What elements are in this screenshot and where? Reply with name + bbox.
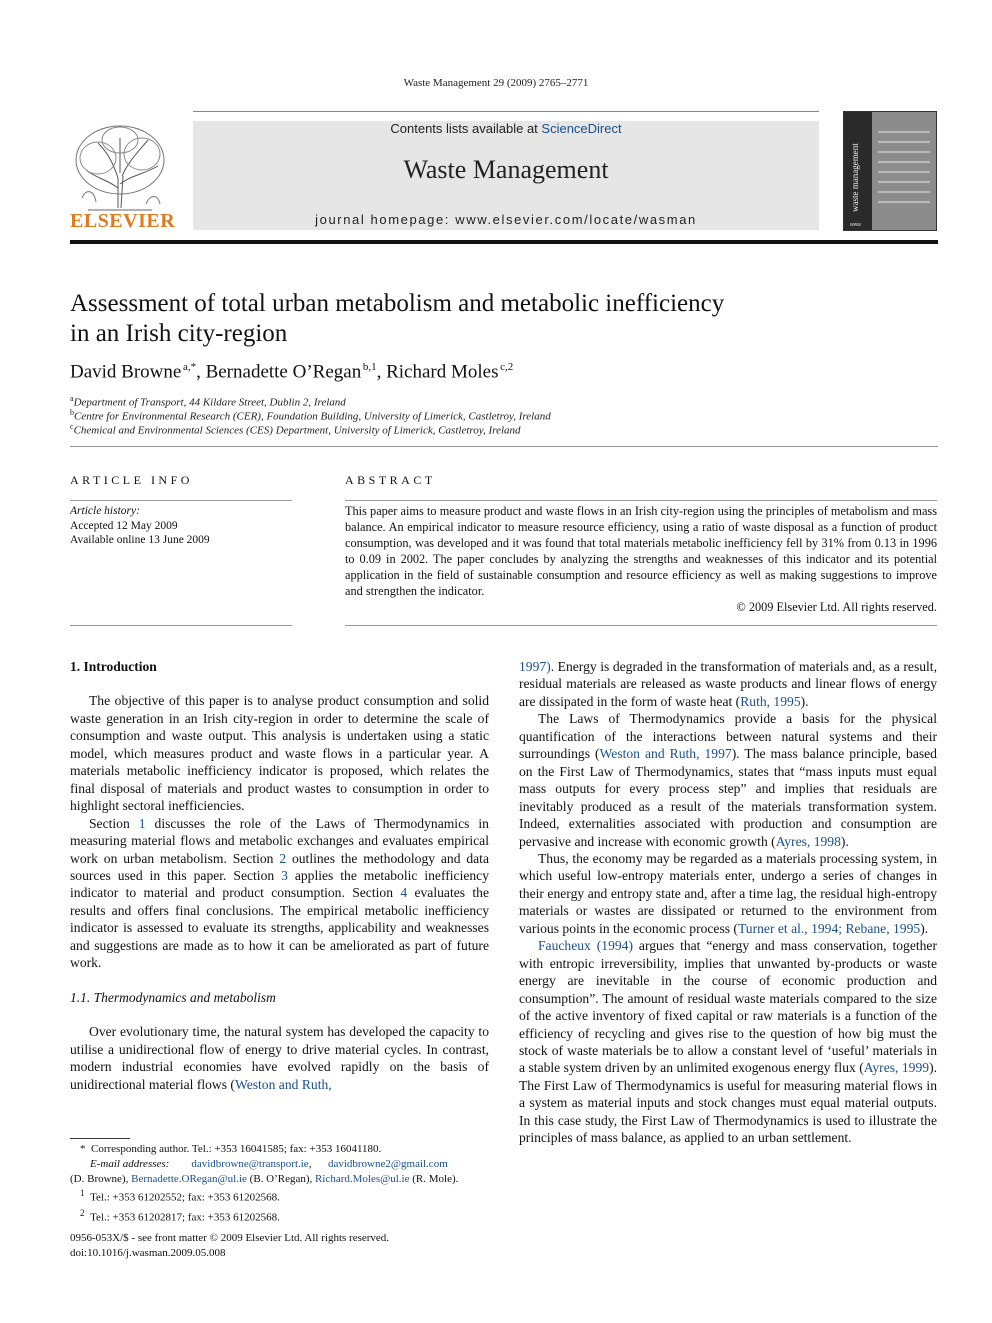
- affiliation: [70, 422, 521, 437]
- sciencedirect-link[interactable]: ScienceDirect: [541, 121, 622, 136]
- doi-line[interactable]: doi:10.1016/j.wasman.2009.05.008: [70, 1246, 226, 1259]
- divider: [70, 625, 292, 626]
- email-link[interactable]: Richard.Moles@ul.ie: [315, 1172, 410, 1185]
- journal-citation: Waste Management 29 (2009) 2765–2771: [403, 77, 589, 89]
- paragraph: [519, 710, 937, 850]
- paragraph: [519, 658, 937, 710]
- author-list: David Browne $^{a,*}$, Bernadette O’Regan $^{b,1}$, Richard Moles $^{c,2}$: [70, 361, 514, 383]
- paragraph: [519, 850, 937, 937]
- abstract-text: This paper aims to measure product and waste flows in an Irish city-region using the principles of metabolism and mass balance. An empirical indicator to measure resource efficiency, using a ratio of waste disposal as a function of product consumption, was developed and it was found that total materials metabolic inefficiency fell by 31% from 0.13 in 1996 to 0.09 in 2002. The paper concludes by analyzing the strengths and weaknesses of this indicator and its potential application in the field of sustainable consumption and resource efficiency as well as making suggestions to improve and strengthen the indicator.: [345, 504, 937, 598]
- reference-link[interactable]: Ayres, 1999: [863, 1060, 930, 1076]
- author-sup[interactable]: c,2: [500, 361, 514, 373]
- contents-prefix: Contents lists available at: [390, 121, 542, 136]
- divider: [345, 500, 937, 501]
- paragraph: The objective of this paper is to analyse product consumption and solid waste generation in an Irish city-region in order to determine the scale of consumption and waste output. This analysis is undertaken using a static model, which measures product and waste flows in a particular year. A materials metabolic inefficiency indicator is proposed, which relates the final disposal of materials and product wastes to consumption in order to highlight sectoral inefficiencies.: [70, 693, 489, 814]
- text: outlines the methodology and data sources used in this paper. Section: [70, 850, 489, 883]
- author-sup[interactable]: a,*: [182, 361, 197, 373]
- affiliation: [70, 408, 551, 423]
- publisher-logo-text: ELSEVIER: [70, 210, 176, 232]
- paragraph: [70, 1023, 489, 1093]
- text: ). The mass balance principle, based on the First Law of Thermodynamics, states that “mass inputs must equal mass outputs for every process step” and implies that residuals are inevitably produced as a result of the materials transformation system. Indeed, externalities associated with production and consumption are pervasive and increase with economic growth (: [519, 746, 937, 849]
- reference-link[interactable]: Faucheux (1994): [538, 938, 634, 954]
- title-line-1: Assessment of total urban metabolism and metabolic inefficiency: [70, 290, 725, 317]
- text: ).: [920, 920, 929, 936]
- cover-art-icon: [844, 112, 936, 230]
- footnote-2: Tel.: +353 61202817; fax: +353 61202568.: [90, 1211, 280, 1224]
- paragraph: [519, 937, 937, 1146]
- author-name: Bernadette O’Regan: [205, 361, 362, 383]
- left-column: [70, 658, 489, 1093]
- text: Section: [89, 815, 139, 831]
- header-thick-rule: [70, 240, 938, 244]
- affiliation-text: Department of Transport, 44 Kildare Street, Dublin 2, Ireland: [73, 396, 346, 409]
- email-link[interactable]: davidbrowne2@gmail.com: [327, 1157, 448, 1170]
- abstract-copyright: © 2009 Elsevier Ltd. All rights reserved.: [736, 600, 937, 614]
- paragraph: [70, 815, 489, 972]
- text: ).: [800, 693, 809, 709]
- divider: [345, 625, 937, 626]
- email-owner: (R. Mole).: [412, 1172, 459, 1185]
- issn-block: [70, 1231, 489, 1261]
- text: applies the metabolic inefficiency indicator to material and product consumption. Section: [70, 867, 490, 901]
- journal-homepage[interactable]: journal homepage: www.elsevier.com/locate/wasman: [315, 212, 697, 227]
- header-divider: [193, 111, 819, 112]
- section-link[interactable]: 1: [138, 815, 146, 831]
- asterisk-mark: *: [80, 1143, 91, 1155]
- footnotes: * Corresponding author. Tel.: +353 16041585; fax: +353 16041180. E-mail addresses: davidbrowne@transport.ie, davidbrowne2@gmail.com (D. Browne), Bernadette.ORegan@ul.ie (B. O’Regan), Richard.Moles@ul.ie (R. Mole). $^1$ Tel.: +353 61202552; fax: +353 61202568. $^2$ Tel.: +353 61202817; fax: +353 61202568.: [70, 1143, 459, 1224]
- reference-link[interactable]: Ruth, 1995: [740, 693, 801, 709]
- email-link[interactable]: Bernadette.ORegan@ul.ie: [131, 1172, 247, 1185]
- online-date: Available online 13 June 2009: [70, 534, 210, 546]
- footnote-mark: 2: [80, 1207, 85, 1218]
- issn-line: 0956-053X/$ - see front matter © 2009 Elsevier Ltd. All rights reserved.: [70, 1232, 390, 1244]
- footnote-1: Tel.: +353 61202552; fax: +353 61202568.: [90, 1192, 280, 1205]
- author-sup[interactable]: b,1: [362, 361, 377, 373]
- affiliation: [70, 394, 346, 409]
- accepted-date: Accepted 12 May 2009: [70, 519, 178, 532]
- contents-line: [193, 121, 819, 136]
- text: The Laws of Thermodynamics provide a basis for the physical quantification of the interactions between natural systems and their surroundings (: [519, 711, 937, 762]
- history-label: Article history:: [70, 505, 140, 517]
- section-link[interactable]: 2: [279, 850, 287, 866]
- affiliation-text: Centre for Environmental Research (CER), Foundation Building, University of Limerick, Castletroy, Ireland: [74, 410, 551, 423]
- affiliation-sup: a: [70, 394, 74, 403]
- reference-link[interactable]: Turner et al., 1994; Rebane, 1995: [737, 920, 921, 936]
- subsection-heading: 1.1. Thermodynamics and metabolism: [70, 989, 276, 1005]
- cover-label: waste management: [850, 143, 860, 212]
- divider: [70, 446, 938, 447]
- title-line-2: in an Irish city-region: [70, 320, 288, 347]
- email-link[interactable]: davidbrowne@transport.ie: [191, 1157, 309, 1170]
- reference-link[interactable]: Weston and Ruth, 1997: [599, 746, 732, 762]
- journal-name: Waste Management: [403, 155, 609, 184]
- section-heading-introduction: 1. Introduction: [70, 659, 157, 674]
- author-name: Richard Moles: [386, 361, 499, 383]
- author-name: David Browne: [70, 361, 182, 383]
- corresponding-author: Corresponding author. Tel.: +353 16041585; fax: +353 16041180.: [91, 1143, 382, 1155]
- article-history: [70, 504, 292, 548]
- text: . Energy is degraded in the transformation of materials and, as a result, residual materials are released as waste products and linear flows of energy are dissipated in the form of waste heat (: [519, 659, 937, 709]
- reference-link[interactable]: Weston and Ruth,: [234, 1076, 332, 1092]
- article-title: [70, 289, 830, 349]
- text: Thus, the economy may be regarded as a materials processing system, in which useful low-entropy materials enter, undergo a series of changes in their energy and entropy state and, after a time lag, the residual high-entropy materials or wastes are dissipated or returned to the environment from various points in the economic process (: [519, 850, 937, 936]
- divider: [70, 500, 292, 501]
- text: discusses the role of the Laws of Thermodynamics in measuring material flows and metabolic exchanges and evaluates empirical work on urban metabolism. Section: [70, 815, 489, 866]
- text: ). The First Law of Thermodynamics is useful for measuring material flows in a system as material inputs and stock changes must equal material outputs. In this case study, the First Law of Thermodynamics is used to illustrate the principles of mass balance, as applied to an urban settlement.: [519, 1060, 938, 1146]
- footnote-rule: [70, 1138, 130, 1139]
- text: evaluates the results and offers final conclusions. The empirical metabolic inefficiency indicator is assessed to evaluate its strengths, applicability and weaknesses and suggestions are made as to how it can be ameliorated as part of future work.: [70, 885, 489, 971]
- right-column: [519, 658, 937, 1147]
- affiliation-sup: b: [70, 408, 74, 417]
- journal-cover-image: [843, 111, 937, 231]
- article-info-heading: ARTICLE INFO: [70, 473, 193, 487]
- abstract-heading: ABSTRACT: [345, 473, 436, 487]
- affiliation-sup: c: [70, 422, 74, 431]
- text: argues that “energy and mass conservation, together with entropic irreversibility, implies that unwanted by-products or waste energy are inevitable in the course of economic production and consumption”. The amount of residual waste materials compared to the size of the active inventory of fixed capital or raw materials is a function of the efficiency of recycling and gives rise to the question of how big must the stock of waste materials be to allow a constant level of ‘useful’ materials in a stable system driven by an unlimited exogenous energy flux (: [519, 938, 937, 1076]
- email-label: E-mail addresses:: [90, 1157, 170, 1170]
- reference-link[interactable]: Ayres, 1998: [775, 833, 841, 849]
- section-link[interactable]: 3: [281, 867, 288, 883]
- footnote-mark: 1: [80, 1188, 85, 1199]
- section-link[interactable]: 4: [400, 885, 408, 901]
- email-owner: (D. Browne),: [70, 1172, 129, 1185]
- reference-link[interactable]: 1997): [519, 659, 551, 674]
- email-owner: (B. O’Regan),: [249, 1172, 313, 1185]
- text: Over evolutionary time, the natural system has developed the capacity to utilise a unidirectional flow of energy to drive material cycles. In contrast, modern industrial economies have evolved rapidly on the basis of unidirectional material flows (: [70, 1024, 489, 1092]
- cover-brand: www: [850, 222, 861, 228]
- affiliation-text: Chemical and Environmental Sciences (CES) Department, University of Limerick, Castletroy, Ireland: [73, 424, 521, 437]
- text: ).: [840, 833, 849, 849]
